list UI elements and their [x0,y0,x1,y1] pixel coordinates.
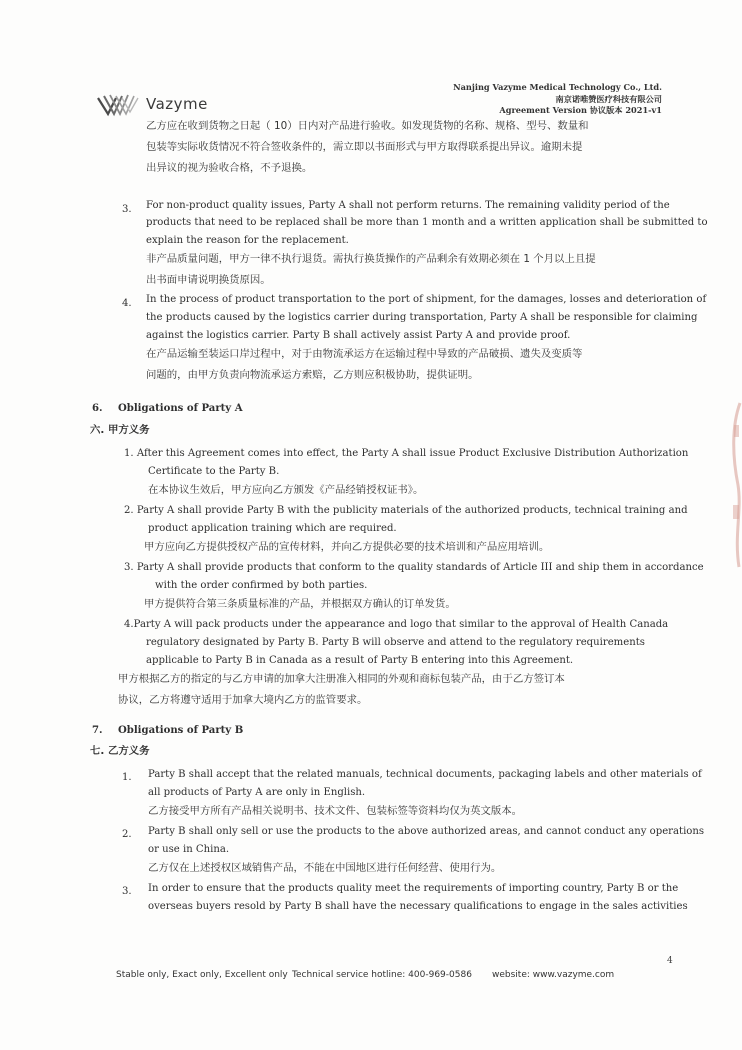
a1-zh: 在本协议生效后，甲方应向乙方颁发《产品经销授权证书》。 [148,484,424,496]
a2-zh: 甲方应向乙方提供授权产品的宣传材料，并向乙方提供必要的技术培训和产品应用培训。 [144,541,550,553]
a3-en-line-2: with the order confirmed by both parties. [155,580,368,591]
item-3-en-line-1: For non-product quality issues, Party A shall not perform returns. The remaining validity period of the [146,200,670,211]
b2-en-line-2: or use in China. [148,844,230,855]
intro-zh-line-2: 包装等实际收货情况不符合签收条件的，需立即以书面形式与甲方取得联系提出异议。逾期未提 [146,141,583,153]
item-3-en-line-2: products that need to be replaced shall be more than 1 month and a written application shall be submitted to [146,217,708,228]
a4-zh-line-1: 甲方根据乙方的指定的与乙方申请的加拿大注册准入相同的外观和商标包装产品，由于乙方签订本 [118,673,565,685]
footer-hotline: Technical service hotline: 400-969-0586 [292,970,472,980]
b1-zh: 乙方接受甲方所有产品相关说明书、技术文件、包装标签等资料均仅为英文版本。 [148,805,523,817]
b3-en-line-2: overseas buyers resold by Party B shall have the necessary qualifications to engage in the sales activities [148,901,688,912]
b2-number: 2. [122,829,132,840]
intro-zh-line-3: 出异议的视为验收合格，不予退换。 [146,162,313,174]
item-4-number: 4. [122,298,132,309]
item-4-zh-line-1: 在产品运输至装运口岸过程中，对于由物流承运方在运输过程中导致的产品破损、遗失及变质等 [146,348,583,360]
section-6-number: 6. [92,403,103,414]
page-number: 4 [667,956,673,966]
footer-slogan: Stable only, Exact only, Excellent only [116,970,288,980]
item-3-number: 3. [122,204,132,215]
section-7-title-en: Obligations of Party B [118,725,244,736]
a1-en-line-1: 1. After this Agreement comes into effect, the Party A shall issue Product Exclusive Distribution Authorization [124,448,689,459]
section-6-title-en: Obligations of Party A [118,403,243,414]
b2-zh: 乙方仅在上述授权区域销售产品，不能在中国地区进行任何经营、使用行为。 [148,862,502,874]
b1-en-line-2: all products of Party A are only in English. [148,787,366,798]
a4-en-line-3: applicable to Party B in Canada as a result of Party B entering into this Agreement. [146,655,574,666]
document-header [453,82,662,117]
intro-zh-line-1: 乙方应在收到货物之日起（ 10）日内对产品进行验收。如发现货物的名称、规格、型号、数量和 [146,120,589,132]
seal-stamp-fragment [728,395,742,575]
item-3-zh-line-1: 非产品质量问题，甲方一律不执行退货。需执行换货操作的产品剩余有效期必须在 1 个月以上且提 [146,253,596,265]
b2-en-line-1: Party B shall only sell or use the products to the above authorized areas, and cannot conduct any operations [148,826,705,837]
item-4-en-line-1: In the process of product transportation to the port of shipment, for the damages, losses and deterioration of [146,294,707,305]
agreement-version: Agreement Version 协议版本 2021-v1 [499,105,662,115]
a4-zh-line-2: 协议，乙方将遵守适用于加拿大境内乙方的监管要求。 [118,694,368,706]
b3-number: 3. [122,886,132,897]
b1-en-line-1: Party B shall accept that the related manuals, technical documents, packaging labels and other materials of [148,769,702,780]
item-3-zh-line-2: 出书面申请说明换货原因。 [146,274,271,286]
a2-en-line-2: product application training which are required. [148,523,397,534]
logo-text: Vazyme [146,95,208,113]
item-4-en-line-2: the products caused by the logistics carrier during transportation, Party A shall be responsible for claiming [146,312,698,323]
section-6-title-zh: 六. 甲方义务 [90,424,150,436]
a1-en-line-2: Certificate to the Party B. [148,466,280,477]
section-7-number: 7. [92,725,103,736]
item-4-zh-line-2: 问题的，由甲方负责向物流承运方索赔，乙方则应积极协助，提供证明。 [146,369,479,381]
a3-en-line-1: 3. Party A shall provide products that conform to the quality standards of Article III and ship them in accordance [124,562,704,573]
a4-en-line-2: regulatory designated by Party B. Party B will observe and attend to the regulatory requirements [146,637,645,648]
footer-website: website: www.vazyme.com [492,970,615,980]
item-4-en-line-3: against the logistics carrier. Party B shall actively assist Party A and provide proof. [146,330,571,341]
company-name-en: Nanjing Vazyme Medical Technology Co., Ltd. [453,82,662,92]
a4-en-line-1: 4.Party A will pack products under the appearance and logo that similar to the approval of Health Canada [124,619,669,630]
a3-zh: 甲方提供符合第三条质量标准的产品，并根据双方确认的订单发货。 [144,598,456,610]
section-7-title-zh: 七. 乙方义务 [90,745,150,757]
item-3-en-line-3: explain the reason for the replacement. [146,235,349,246]
company-logo [96,92,236,120]
a2-en-line-1: 2. Party A shall provide Party B with the publicity materials of the authorized products, technical training and [124,505,688,516]
vazyme-logo-icon [96,92,144,120]
b1-number: 1. [122,772,132,783]
b3-en-line-1: In order to ensure that the products quality meet the requirements of importing country, Party B or the [148,883,679,894]
company-name-zh: 南京诺唯赞医疗科技有限公司 [555,93,662,104]
